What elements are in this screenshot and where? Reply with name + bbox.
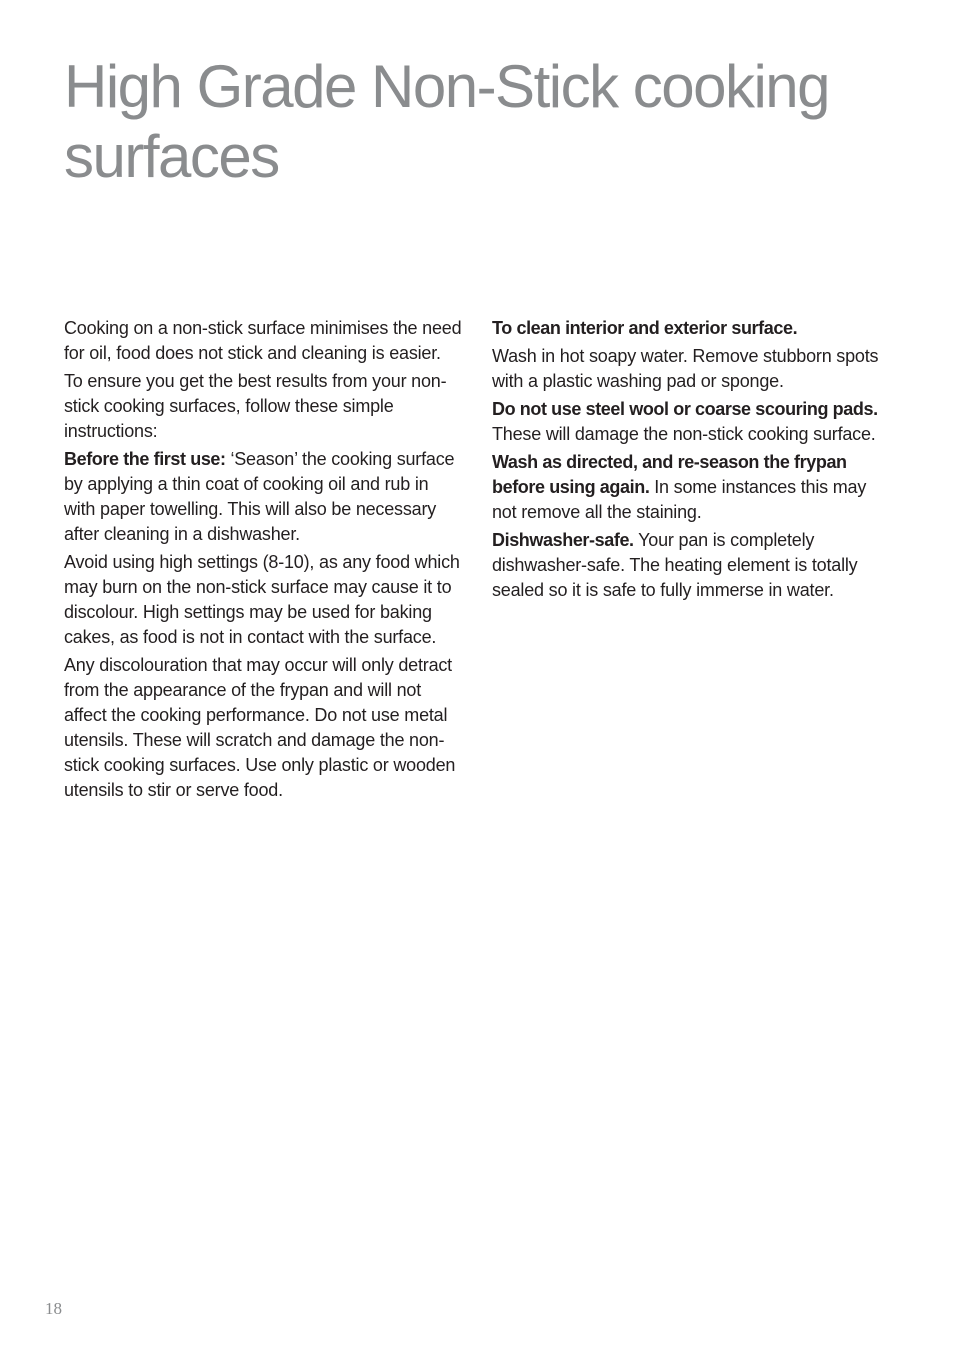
dishwasher-lead: Dishwasher-safe. <box>492 530 634 550</box>
first-use-paragraph <box>64 447 464 547</box>
steel-wool-lead: Do not use steel wool or coarse scouring pads. <box>492 399 878 419</box>
intro-paragraph: Cooking on a non-stick surface minimises the need for oil, food does not stick and cleaning is easier. <box>64 318 462 363</box>
high-settings-paragraph: Avoid using high settings (8-10), as any food which may burn on the non-stick surface may cause it to discolour. High settings may be used for baking cakes, as food is not in contact with the surface. <box>64 552 460 647</box>
page-title: High Grade Non-Stick cooking surfaces <box>64 53 830 190</box>
instructions-intro-paragraph: To ensure you get the best results from your non-stick cooking surfaces, follow these simple instructions: <box>64 371 447 441</box>
dishwasher-paragraph <box>492 528 892 603</box>
first-use-text: ‘Season’ the cooking surface by applying a thin coat of cooking oil and rub in with paper towelling. This will also be necessary after cleaning in a dishwasher. <box>64 449 455 544</box>
page-number: 18 <box>45 1299 62 1318</box>
reseason-text: In some instances this may not remove all the staining. <box>492 477 867 522</box>
cleaning-heading: To clean interior and exterior surface. <box>492 318 798 338</box>
steel-wool-text: These will damage the non-stick cooking surface. <box>492 424 876 444</box>
left-column <box>64 316 464 806</box>
first-use-lead: Before the first use: <box>64 449 226 469</box>
wash-paragraph: Wash in hot soapy water. Remove stubborn spots with a plastic washing pad or sponge. <box>492 346 879 391</box>
dishwasher-text: Your pan is completely dishwasher-safe. The heating element is totally sealed so it is safe to fully immerse in water. <box>492 530 858 600</box>
reseason-lead: Wash as directed, and re-season the frypan before using again. <box>492 452 847 497</box>
right-column <box>492 316 892 606</box>
reseason-paragraph <box>492 450 892 525</box>
steel-wool-paragraph <box>492 397 892 447</box>
discolouration-paragraph: Any discolouration that may occur will only detract from the appearance of the frypan and will not affect the cooking performance. Do not use metal utensils. These will scratch and damage the non-stick cooking surfaces. Use only plastic or wooden utensils to stir or serve food. <box>64 655 456 800</box>
